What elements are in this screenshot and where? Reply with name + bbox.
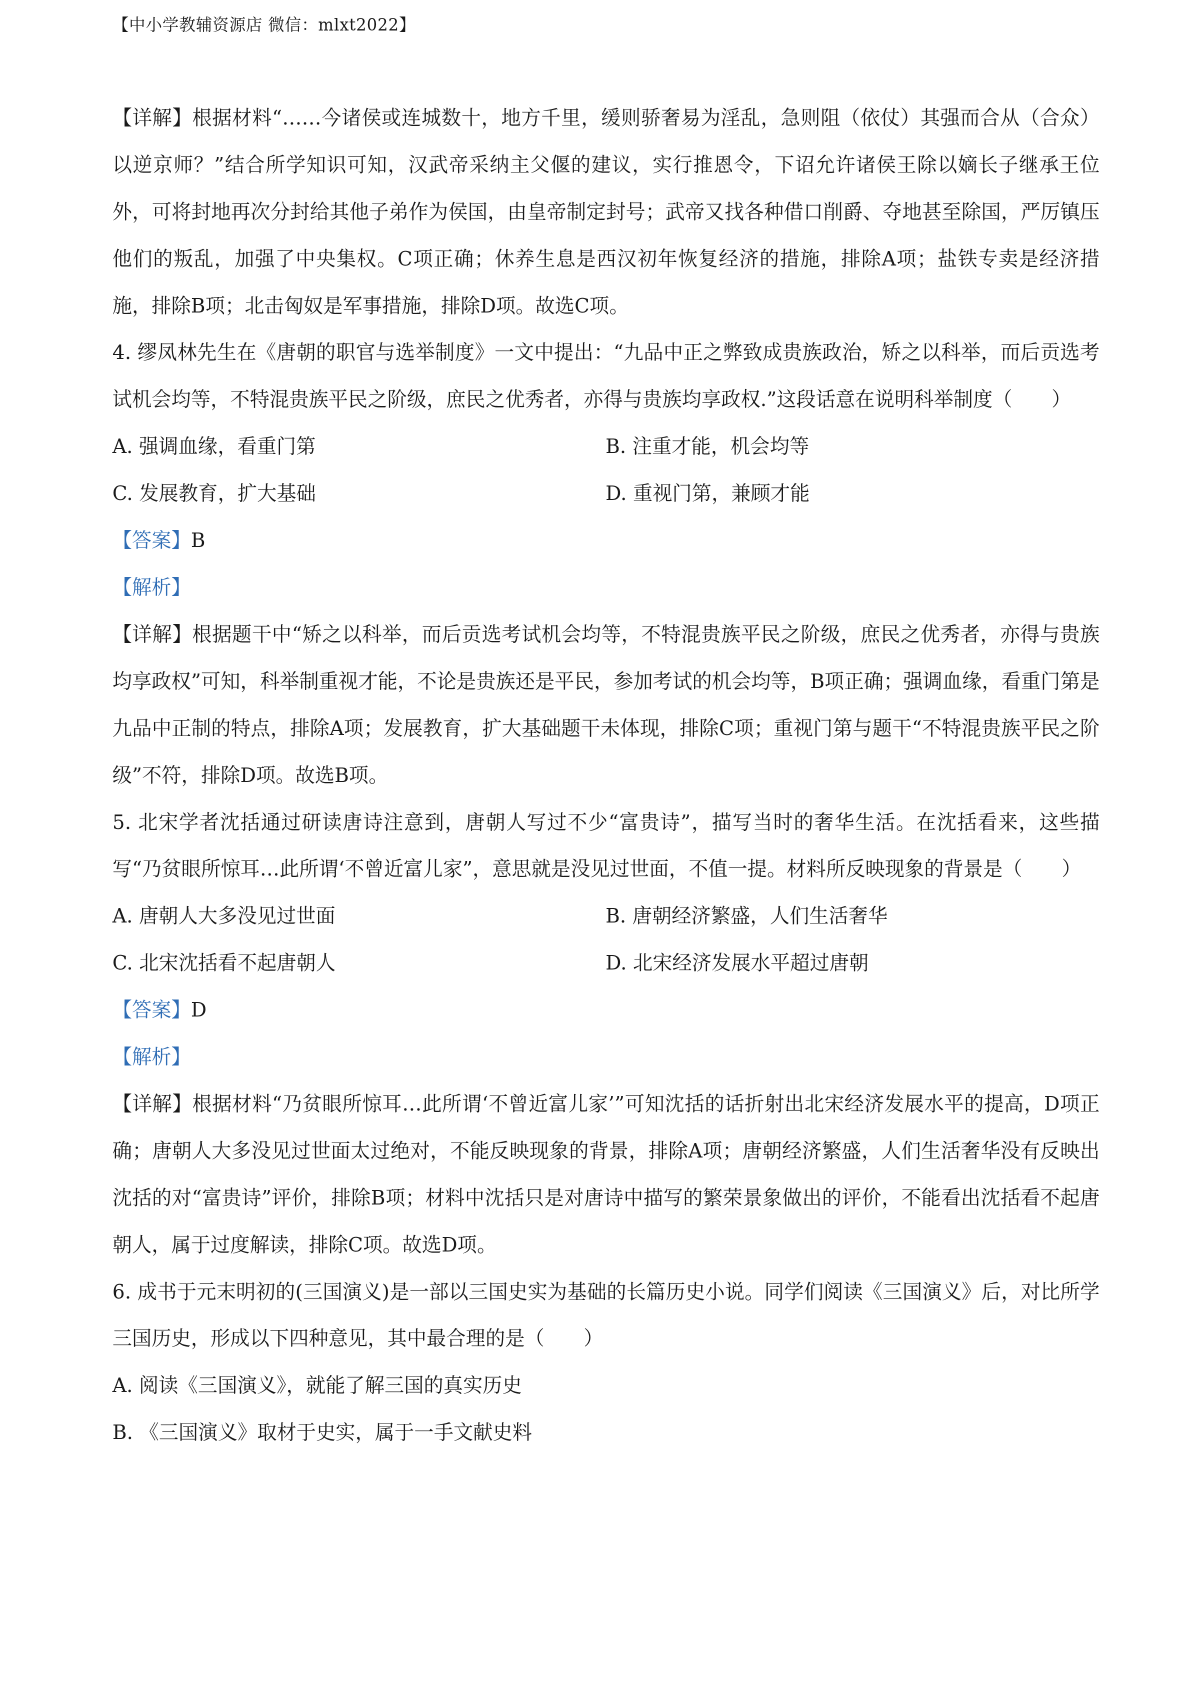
q5-stem: 5. 北宋学者沈括通过研读唐诗注意到，唐朝人写过不少“富贵诗”，描写当时的奢华生活。在沈括看来，这些描写“乃贫眼所惊耳…此所谓‘不曾近富儿家”，意思就是没见过世面，不值一提。材料所反映现象的背景是（ ） [112,811,1100,882]
q4-option-b: B. 注重才能，机会均等 [605,435,810,459]
q4-answer-tag: 【答案】 [112,529,191,553]
q5-option-a: A. 唐朝人大多没见过世面 [112,905,336,929]
q3-detail-tag: 【详解】 [112,107,193,130]
q3-detail [112,95,1099,330]
page-header: 【中小学教辅资源店 微信：mlxt2022】 [112,15,416,35]
q4-detail-text: 根据题干中“矫之以科举，而后贡选考试机会均等，不特混贵族平民之阶级，庶民之优秀者，亦得与贵族均享政权”可知，科举制重视才能，不论是贵族还是平民，参加考试的机会均等，B项正确；强调血缘，看重门第是九品中正制的特点，排除A项；发展教育，扩大基础题干未体现，排除C项；重视门第与题干“不特混贵族平民之阶级”不符，排除D项。故选B项。 [112,623,1100,788]
q5-analysis-tag: 【解析】 [112,1046,191,1069]
q6-option-a: A. 阅读《三国演义》，就能了解三国的真实历史 [112,1374,522,1398]
q4-detail [112,611,1099,799]
q5-option-b: B. 唐朝经济繁盛，人们生活奢华 [605,905,888,929]
q4-answer-value: B [190,529,206,553]
q5-options-row-2 [112,940,1099,987]
q4-options-row-2 [112,471,1099,518]
q5-detail [112,1081,1099,1269]
q4-analysis-tag: 【解析】 [112,576,191,600]
q5-option-c: C. 北宋沈括看不起唐朝人 [112,952,336,976]
q5-detail-text: 根据材料“乃贫眼所惊耳…此所谓‘不曾近富儿家’”可知沈括的话折射出北宋经济发展水平的提高，D项正确；唐朝人大多没见过世面太过绝对，不能反映现象的背景，排除A项；唐朝经济繁盛，人们生活奢华没有反映出沈括的对“富贵诗”评价，排除B项；材料中沈括只是对唐诗中描写的繁荣景象做出的评价，不能看出沈括看不起唐朝人，属于过度解读，排除C项。故选D项。 [112,1092,1100,1257]
q5-options-row-1 [112,893,1099,940]
q4-option-d: D. 重视门第，兼顾才能 [605,482,810,506]
q5-detail-tag: 【详解】 [112,1092,193,1116]
q4-answer [112,518,1099,565]
q3-detail-text: 根据材料“……今诸侯或连城数十，地方千里，缓则骄奢易为淫乱，急则阻（依仗）其强而合从（合众）以逆京师？”结合所学知识可知，汉武帝采纳主父偃的建议，实行推恩令，下诏允许诸侯王除以嫡长子继承王位外，可将封地再次分封给其他子弟作为侯国，由皇帝制定封号；武帝又找各种借口削爵、夺地甚至除国，严厉镇压他们的叛乱，加强了中央集权。C项正确；休养生息是西汉初年恢复经济的措施，排除A项；盐铁专卖是经济措施，排除B项；北击匈奴是军事措施，排除D项。故选C项。 [112,107,1100,318]
q6-option-b: B. 《三国演义》取材于史实，属于一手文献史料 [112,1421,533,1445]
q4-stem: 4. 缪凤林先生在《唐朝的职官与选举制度》一文中提出：“九品中正之弊致成贵族政治，矫之以科举，而后贡选考试机会均等，不特混贵族平民之阶级，庶民之优秀者，亦得与贵族均享政权.”这段话意在说明科举制度（ ） [112,341,1100,412]
document-content [112,95,1099,1457]
q4-option-c: C. 发展教育，扩大基础 [112,482,316,506]
q5-option-d: D. 北宋经济发展水平超过唐朝 [605,952,869,976]
q6-stem: 6. 成书于元末明初的(三国演义)是一部以三国史实为基础的长篇历史小说。同学们阅读《三国演义》后，对比所学三国历史，形成以下四种意见，其中最合理的是（ ） [112,1280,1100,1351]
q5-answer [112,987,1099,1034]
q5-answer-value: D [190,999,207,1023]
q4-options-row-1 [112,424,1099,471]
q4-detail-tag: 【详解】 [112,623,193,647]
q5-answer-tag: 【答案】 [112,999,191,1023]
q4-option-a: A. 强调血缘，看重门第 [112,435,316,459]
